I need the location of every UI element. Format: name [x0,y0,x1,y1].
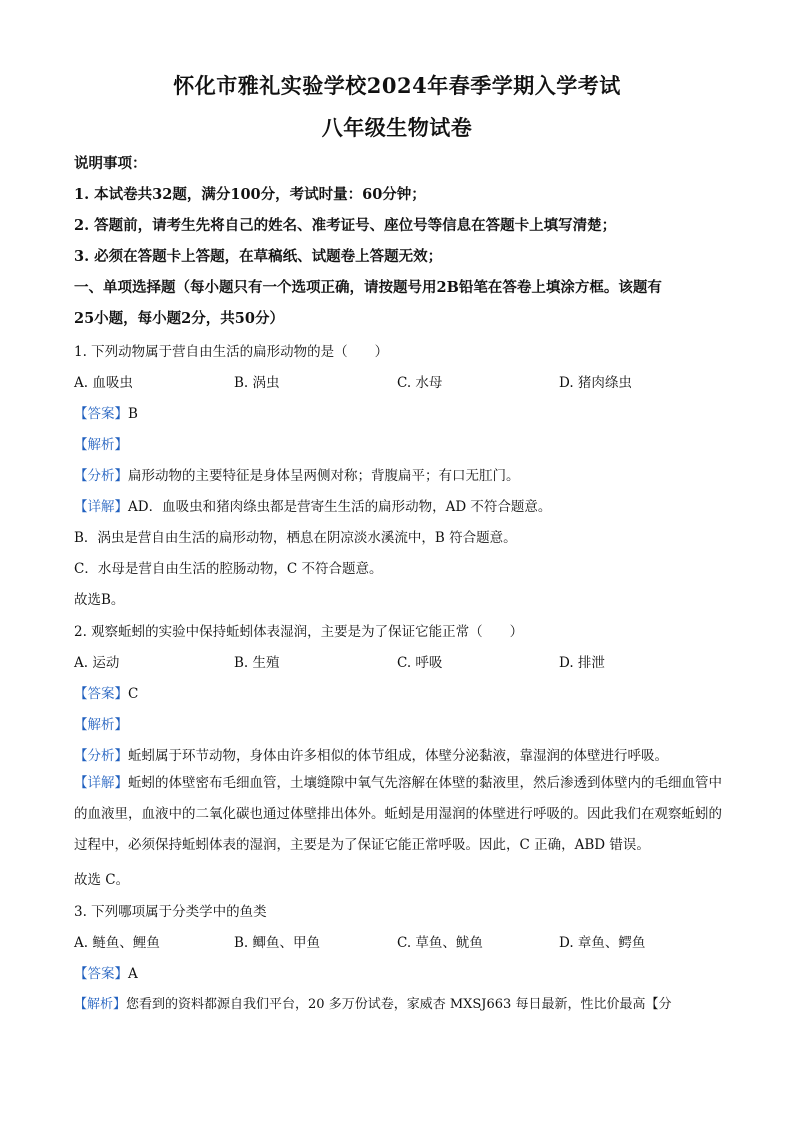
exam-subtitle: 八年级生物试卷 [321,115,473,140]
answer-line [74,402,138,422]
question-stem: 1. 下列动物属于营自由生活的扁形动物的是（ ） [74,344,389,360]
answer-tag: 【答案】 [74,406,128,422]
option-b: B. 涡虫 [234,375,280,391]
answer-line [74,682,138,702]
option-d: D. 排泄 [559,655,605,671]
answer-tag: 【答案】 [74,966,128,982]
analysis-label: 【解析】 [74,717,128,733]
instruction-item: 2. 答题前，请考生先将自己的姓名、准考证号、座位号等信息在答题卡上填写清楚； [74,217,617,234]
fenxi-line [74,464,520,484]
watermark-text: 您看到的资料都源自我们平台，20 多万份试卷，家威杏 MXSJ663 每日最新，性比价最高【分 [126,997,672,1012]
analysis-label: 【解析】 [74,437,128,453]
fenxi-tag: 【分析】 [74,468,128,484]
answer-tag: 【答案】 [74,686,128,702]
conclusion-line: 故选 C。 [74,872,130,888]
xiangjie-tag: 【详解】 [74,775,128,791]
analysis-tag [74,433,128,453]
instruction-item: 3. 必须在答题卡上答题，在草稿纸、试题卷上答题无效； [74,248,443,265]
answer-value: C [128,686,139,702]
answer-value: A [128,966,138,982]
xiangjie-paragraph [74,768,724,861]
instruction-item: 1. 本试卷共32题，满分100分，考试时量：60分钟； [74,186,426,203]
instructions-heading: 说明事项： [74,155,147,172]
option-c: C. 水母 [397,375,443,391]
section-heading: 一、单项选择题（每小题只有一个选项正确，请按题号用2B铅笔在答卷上填涂方框。该题有 [74,279,662,296]
question-options [74,651,734,671]
xiangjie-text: 蚯蚓的体壁密布毛细血管，土壤缝隙中氧气先溶解在体壁的黏液里，然后渗透到体壁内的毛细血管中的血液里，血液中的二氧化碳也通过体壁排出体外。蚯蚓是用湿润的体壁进行呼吸的。因此我们在观察蚯蚓的过程中，必须保持蚯蚓体表的湿润，主要是为了保证它能正常呼吸。因此，C 正确，ABD 错误。 [74,775,722,853]
xiangjie-line [74,495,551,515]
question-options [74,371,734,391]
option-c: C. 呼吸 [397,655,443,671]
option-d: D. 章鱼、鳄鱼 [559,935,646,951]
xiangjie-text: AD．血吸虫和猪肉绦虫都是营寄生生活的扁形动物，AD 不符合题意。 [128,499,552,515]
fenxi-line [74,744,668,764]
question-stem: 2. 观察蚯蚓的实验中保持蚯蚓体表湿润，主要是为了保证它能正常（ ） [74,624,524,640]
conclusion-line: 故选B。 [74,592,125,608]
fenxi-text: 扁形动物的主要特征是身体呈两侧对称；背腹扁平；有口无肛门。 [128,468,520,484]
question-options [74,931,734,951]
explanation-line: C．水母是营自由生活的腔肠动物，C 不符合题意。 [74,561,383,577]
analysis-label: 【解析】 [74,997,127,1012]
question-stem: 3. 下列哪项属于分类学中的鱼类 [74,904,267,920]
option-b: B. 鲫鱼、甲鱼 [234,935,321,951]
fenxi-text: 蚯蚓属于环节动物，身体由许多相似的体节组成，体壁分泌黏液，靠湿润的体壁进行呼吸。 [128,748,668,764]
option-c: C. 草鱼、鱿鱼 [397,935,483,951]
option-b: B. 生殖 [234,655,280,671]
option-d: D. 猪肉绦虫 [559,375,632,391]
watermark-line [74,993,671,1012]
explanation-line: B．涡虫是营自由生活的扁形动物，栖息在阴凉淡水溪流中，B 符合题意。 [74,530,517,546]
answer-value: B [128,406,138,422]
section-heading-cont: 25小题，每小题2分，共50分） [74,310,284,327]
xiangjie-tag: 【详解】 [74,499,128,515]
answer-line [74,962,138,982]
option-a: A. 运动 [74,655,120,671]
exam-title: 怀化市雅礼实验学校2024年春季学期入学考试 [173,73,621,98]
analysis-tag [74,713,128,733]
option-a: A. 血吸虫 [74,375,133,391]
fenxi-tag: 【分析】 [74,748,128,764]
option-a: A. 鲢鱼、鲤鱼 [74,935,160,951]
